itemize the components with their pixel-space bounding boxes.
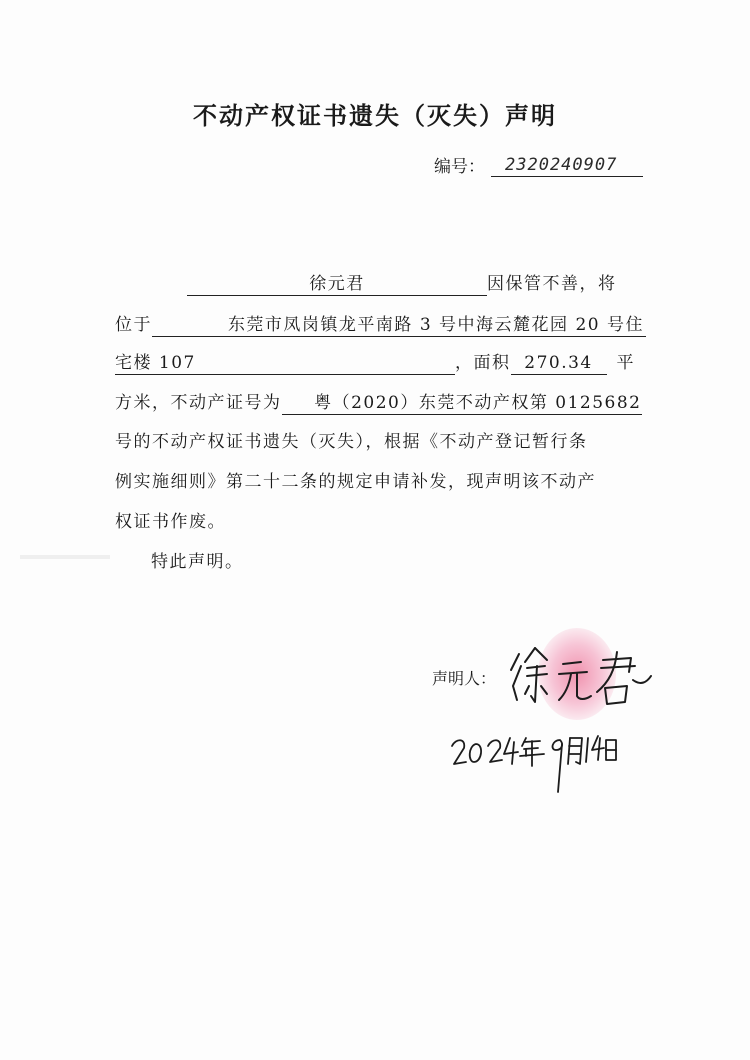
body-line-5: 号的不动产权证书遗失（灭失），根据《不动产登记暂行条 <box>115 432 588 452</box>
closing-text: 特此声明。 <box>151 552 244 572</box>
handwritten-signature <box>505 640 655 715</box>
body-line-1 <box>115 272 617 296</box>
area-suffix: 平 <box>616 353 635 373</box>
owner-name: 徐元君 <box>187 273 487 296</box>
page-title: 不动产权证书遗失（灭失）声明 <box>193 102 557 130</box>
handwritten-date <box>448 730 618 800</box>
located-prefix: 位于 <box>115 315 152 335</box>
location-part-2: 宅楼 107 <box>115 352 455 375</box>
body-line-4 <box>115 391 642 415</box>
body-line-3 <box>115 351 635 375</box>
area-value: 270.34 <box>511 352 607 375</box>
area-prefix: ，面积 <box>455 353 511 373</box>
unit-line: 方米，不动产证号为 <box>115 393 282 413</box>
certificate-number: 粤（2020）东莞不动产权第 0125682 <box>282 392 642 415</box>
location-part-1: 东莞市凤岗镇龙平南路 3 号中海云麓花园 20 号住 <box>152 314 646 337</box>
after-name-text: 因保管不善，将 <box>487 274 617 294</box>
body-line-7: 权证书作废。 <box>115 512 226 532</box>
body-line-2 <box>115 313 646 337</box>
number-value: 2320240907 <box>491 154 643 177</box>
signer-row <box>432 666 496 689</box>
scan-mark <box>20 555 110 559</box>
signer-label: 声明人： <box>432 669 497 688</box>
document-number-row <box>434 152 643 177</box>
number-label: 编号： <box>434 157 485 177</box>
body-line-6: 例实施细则》第二十二条的规定申请补发，现声明该不动产 <box>115 472 596 492</box>
